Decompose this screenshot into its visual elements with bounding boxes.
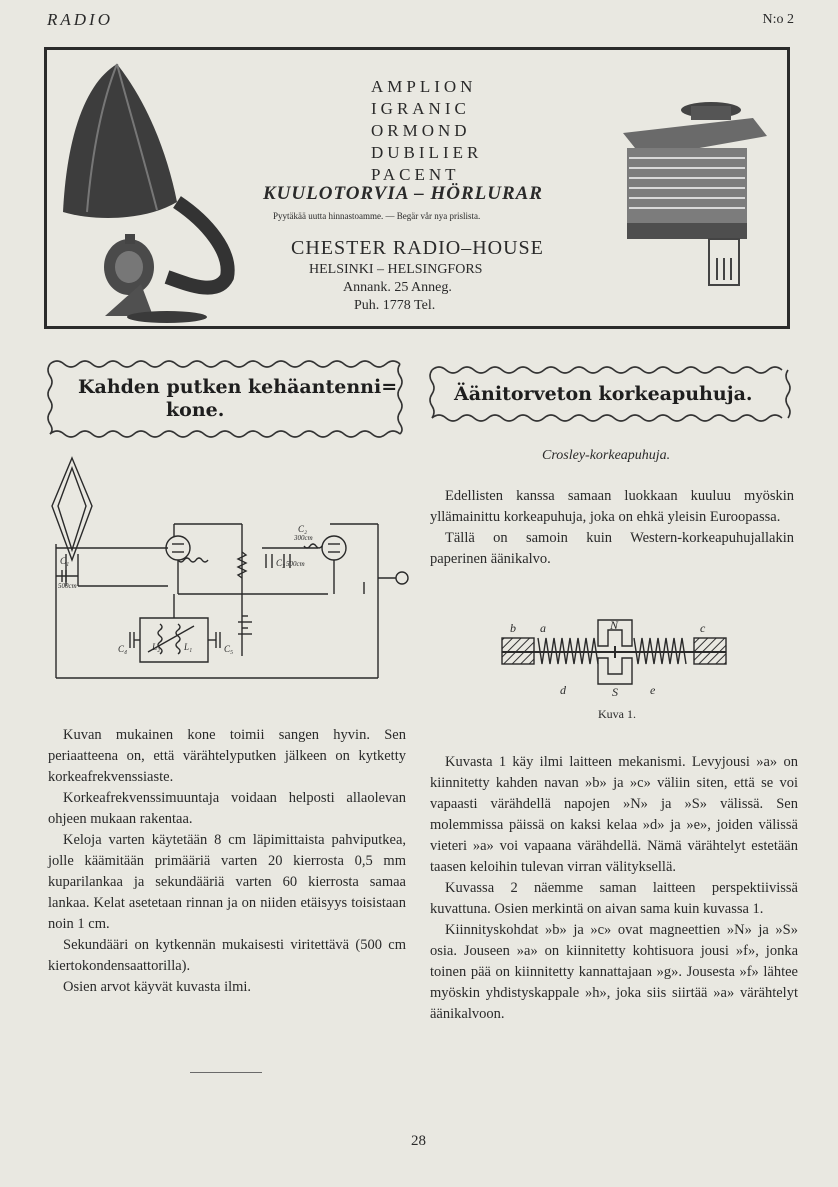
left-paragraph-1: Kuvan mukainen kone toimii sangen hyvin. Sen periaatteena on, että värähtelyputken jälkeen on kytketty korkeafrekvenssiaste. [48, 727, 406, 785]
ad-heading: KUULOTORVIA – HÖRLURAR [263, 183, 543, 204]
left-paragraph-3: Keloja varten käytetään 8 cm läpimittaista pahviputkea, jolle käämitään primääriä varten 20 kierrosta 0,5 mm kuparilankaa ja sekundääriä varten 60 kierrosta samaa lankaa. Kelat asetetaan rinnan ja on niiden etäisyys toisistaan noin 1 cm. [48, 832, 406, 932]
right-article-intro [430, 486, 794, 570]
issue-number: N:o 2 [762, 12, 794, 27]
label-c5: C₅ [224, 644, 234, 654]
left-paragraph-5: Osien arvot käyvät kuvasta ilmi. [63, 979, 252, 995]
figure-label-b: b [510, 621, 516, 635]
advertisement [44, 47, 790, 329]
label-c2: C₂ [298, 524, 308, 534]
circuit-diagram [48, 456, 416, 682]
brand-pacent: PACENT [371, 165, 460, 184]
label-l2: L₂ [152, 642, 161, 652]
page-number: 28 [411, 1133, 426, 1149]
label-c1: C₁ [60, 556, 70, 566]
figure-caption: Kuva 1. [598, 707, 636, 721]
left-article-title-frame [46, 356, 406, 440]
label-c3: C₃ [276, 558, 286, 568]
left-article-body [48, 725, 406, 998]
ad-phone: Puh. 1778 Tel. [354, 298, 436, 313]
figure-label-s: S [612, 685, 618, 699]
left-article-title-line1: Kahden putken kehäantenni= [78, 376, 398, 398]
left-article-title-line2: kone. [166, 399, 225, 421]
loudspeaker-mechanism-figure [500, 616, 728, 700]
right-paragraph-3: Kiinnityskohdat »b» ja »c» ovat magneettien »N» ja »S» osia. Jouseen »a» on kiinnitetty kohtisuora jousi »f», jonka toinen pää on kiinnitetty kannattajaan »g». Jousesta »f» lähtee myöskin yhdistyskappale »h», joka siis siirtää »a» värähtelyt äänikalvoon. [430, 922, 798, 1022]
right-intro-paragraph-2: Tällä on samoin kuin Western-korkeapuhujallakin paperinen äänikalvo. [430, 530, 794, 567]
label-c3-value: 500cm [286, 560, 305, 568]
right-paragraph-2: Kuvassa 2 näemme saman laitteen perspektiivissä kuvattuna. Osien merkintä on aivan sama kuin kuvassa 1. [430, 880, 798, 917]
left-column-end-rule [190, 1072, 262, 1073]
label-c2-value: 300cm [294, 534, 313, 542]
left-paragraph-2: Korkeafrekvenssimuuntaja voidaan helposti allaolevan ohjeen mukaan rakentaa. [48, 790, 406, 827]
label-c1-value: 500cm [58, 582, 77, 590]
running-title: RADIO [47, 10, 113, 29]
brand-igranic: IGRANIC [371, 99, 470, 118]
ad-city: HELSINKI – HELSINGFORS [309, 262, 483, 277]
right-paragraph-1: Kuvasta 1 käy ilmi laitteen mekanismi. Levyjousi »a» on kiinnitetty kahden navan »b» ja »c» väliin siten, että se voi vapaasti värähdellä napojen »N» ja »S» välissä. Sen molemmissa päissä on kaksi kelaa »d» ja »e», joiden välissä vieteri »a» voi vapaana värähdellä. Nämä värähtelyt estetään taasen keloihin tulevan virran välityksellä. [430, 754, 798, 875]
figure-label-n: N [610, 618, 619, 632]
label-l1: L₁ [184, 642, 193, 652]
left-paragraph-4: Sekundääri on kytkennän mukaisesti viritettävä (500 cm kiertokondensaattorilla). [48, 937, 406, 974]
figure-label-d: d [560, 683, 566, 697]
brand-dubilier: DUBILIER [371, 143, 483, 162]
label-c4: C₄ [118, 644, 128, 654]
right-article-title-frame [428, 362, 794, 424]
right-article-subtitle: Crosley-korkeapuhuja. [542, 448, 671, 463]
figure-label-a: a [540, 621, 546, 635]
horn-speaker-illustration [57, 62, 257, 324]
figure-label-c: c [700, 621, 706, 635]
ad-price-list-note: Pyytäkää uutta hinnastoamme. — Begär vår nya prislista. [273, 211, 481, 221]
brand-amplion: AMPLION [371, 77, 477, 96]
right-article-body [430, 752, 798, 1025]
ad-address: Annank. 25 Anneg. [343, 280, 452, 295]
figure-label-e: e [650, 683, 656, 697]
brand-ormond: ORMOND [371, 121, 471, 140]
variable-capacitor-illustration [613, 98, 773, 288]
right-article-title: Äänitorveton korkeapuhuja. [454, 383, 753, 405]
ad-shop-name: CHESTER RADIO–HOUSE [291, 237, 544, 259]
right-intro-paragraph-1: Edellisten kanssa samaan luokkaan kuuluu myöskin yllämainittu korkeapuhuja, joka on ehkä yleisin Euroopassa. [430, 488, 794, 525]
